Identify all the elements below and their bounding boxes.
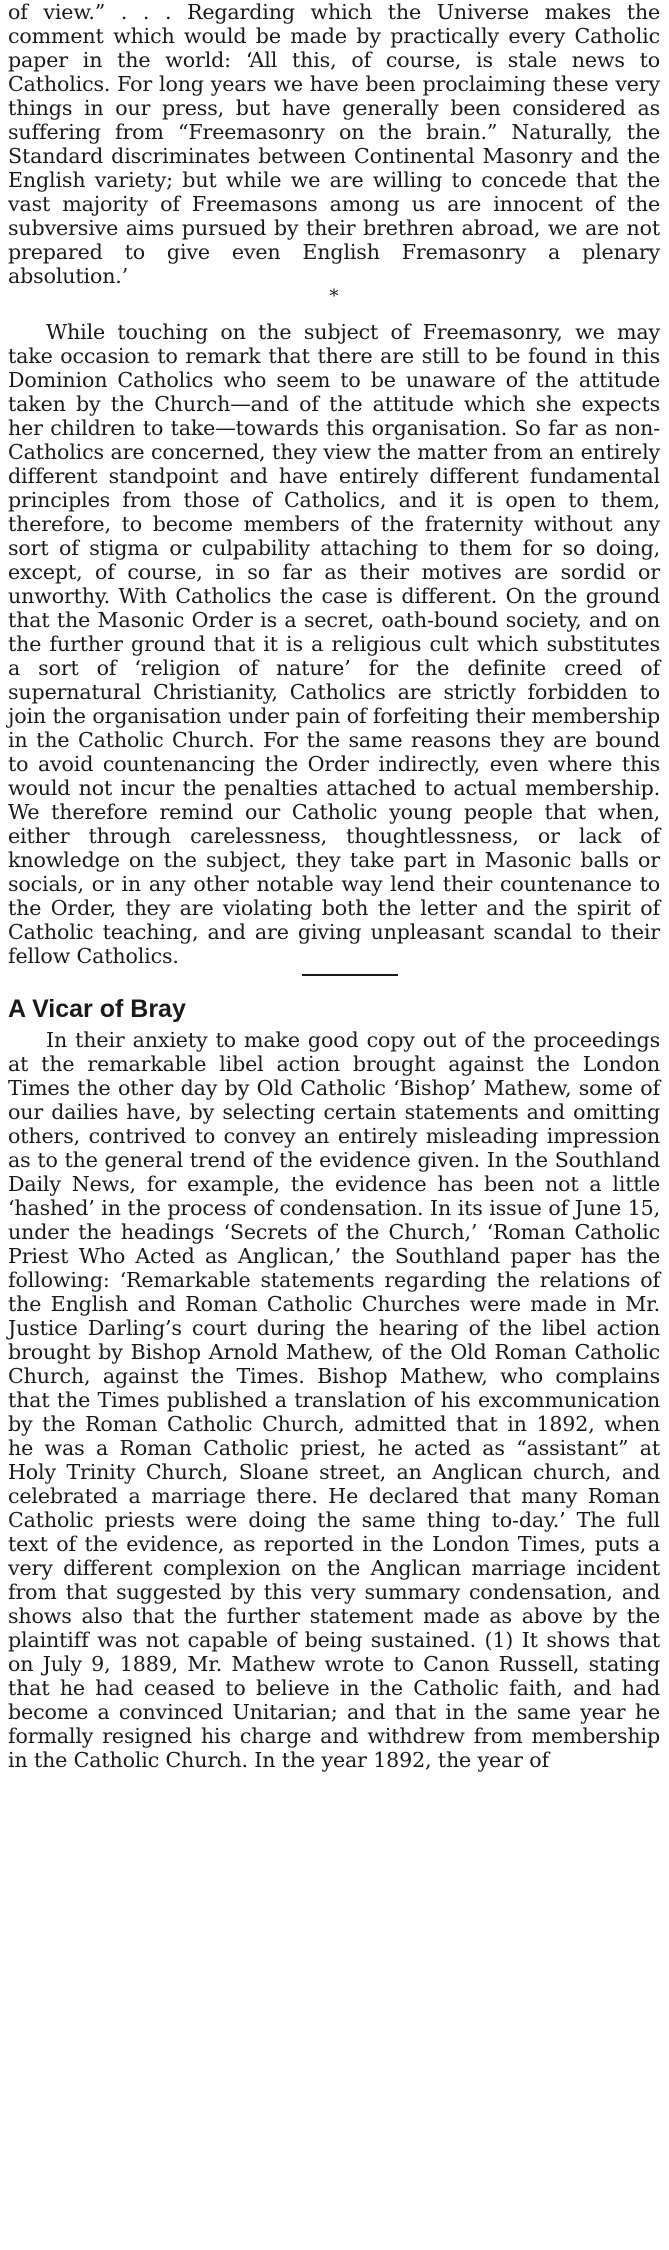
paragraph-freemasonry-quote: of view.” . . . Regarding which the Universe makes the comment which would be made by practically every Catholic paper in the world: ‘All this, of course, is stale news to Catholics. For long years we have been proclaiming these very things in our press, but have generally been considered as suffering from “Freemasonry on the brain.” Naturally, the Standard discriminates between Continental Masonry and the English variety; but while we are willing to concede that the vast majority of Freemasons among us are innocent of the subversive aims pursued by their brethren abroad, we are not prepared to give even English Fremasonry a plenary absolution.’ [8, 0, 660, 288]
spacer [8, 306, 660, 320]
paragraph-text: In their anxiety to make good copy out of the proceedings at the remarkable libel action brought against the London Times the other day by Old Catholic ‘Bishop’ Mathew, some of our dailies have, by selecting certain statements and omitting others, contrived to convey an entirely misleading impression as to the general trend of the evidence given. In the Southland Daily News, for example, the evidence has been not a little ‘hashed’ in the process of condensation. In its issue of June 15, under the headings ‘Secrets of the Church,’ ‘Roman Catholic Priest Who Acted as Anglican,’ the Southland paper has the following: ‘Remarkable statements regarding the relations of the English and Roman Catholic Churches were made in Mr. Justice Darling’s court during the hearing of the libel action brought by Bishop Arnold Mathew, of the Old Roman Catholic Church, against the Times. Bishop Mathew, who complains that the Times published a translation of his excommunication by the Roman Catholic Church, admitted that in 1892, when he was a Roman Catholic priest, he acted as “assistant” at Holy Trinity Church, Sloane street, an Anglican church, and celebrated a marriage there. He declared that many Roman Catholic priests were doing the same thing to-day.’ The full text of the evidence, as reported in the London Times, puts a very different complexion on the Anglican marriage incident from that suggested by this very summary condensation, and shows also that the further statement made as above by the plaintiff was not capable of being sustained. (1) It shows that on July 9, 1889, Mr. Mathew wrote to Canon Russell, stating that he had ceased to believe in the Catholic faith, and had become a convinced Unitarian; and that in the same year he formally resigned his charge and withdrew from membership in the Catholic Church. In the year 1892, the year of [8, 1028, 660, 1772]
article-column [8, 0, 660, 1772]
paragraph-vicar-of-bray [8, 1028, 660, 1772]
paragraph-text: While touching on the subject of Freemasonry, we may take occasion to remark that there are still to be found in this Dominion Catholics who seem to be unaware of the attitude taken by the Church—and of the attitude which she expects her children to take—towards this organisation. So far as non-Catholics are concerned, they view the matter from an entirely different standpoint and have entirely different fundamental principles from those of Catholics, and it is open to them, therefore, to become members of the fraternity without any sort of stigma or culpability attaching to them for so doing, except, of course, in so far as their motives are sordid or unworthy. With Catholics the case is different. On the ground that the Masonic Order is a secret, oath-bound society, and on the further ground that it is a religious cult which substitutes a sort of ‘religion of nature’ for the definite creed of supernatural Christianity, Catholics are strictly forbidden to join the organisation under pain of forfeiting their membership in the Catholic Church. For the same reasons they are bound to avoid countenancing the Order indirectly, even where this would not incur the penalties attached to actual membership. We therefore remind our Catholic young people that when, either through carelessness, thoughtlessness, or lack of knowledge on the subject, they take part in Masonic balls or socials, or in any other notable way lend their countenance to the Order, they are violating both the letter and the spirit of Catholic teaching, and are giving unpleasant scandal to their fellow Catholics. [8, 320, 660, 968]
section-heading: A Vicar of Bray [8, 995, 186, 1023]
section-divider-asterisk: * [329, 286, 339, 307]
paragraph-freemasonry-remarks [8, 320, 660, 968]
section-rule [302, 974, 398, 976]
